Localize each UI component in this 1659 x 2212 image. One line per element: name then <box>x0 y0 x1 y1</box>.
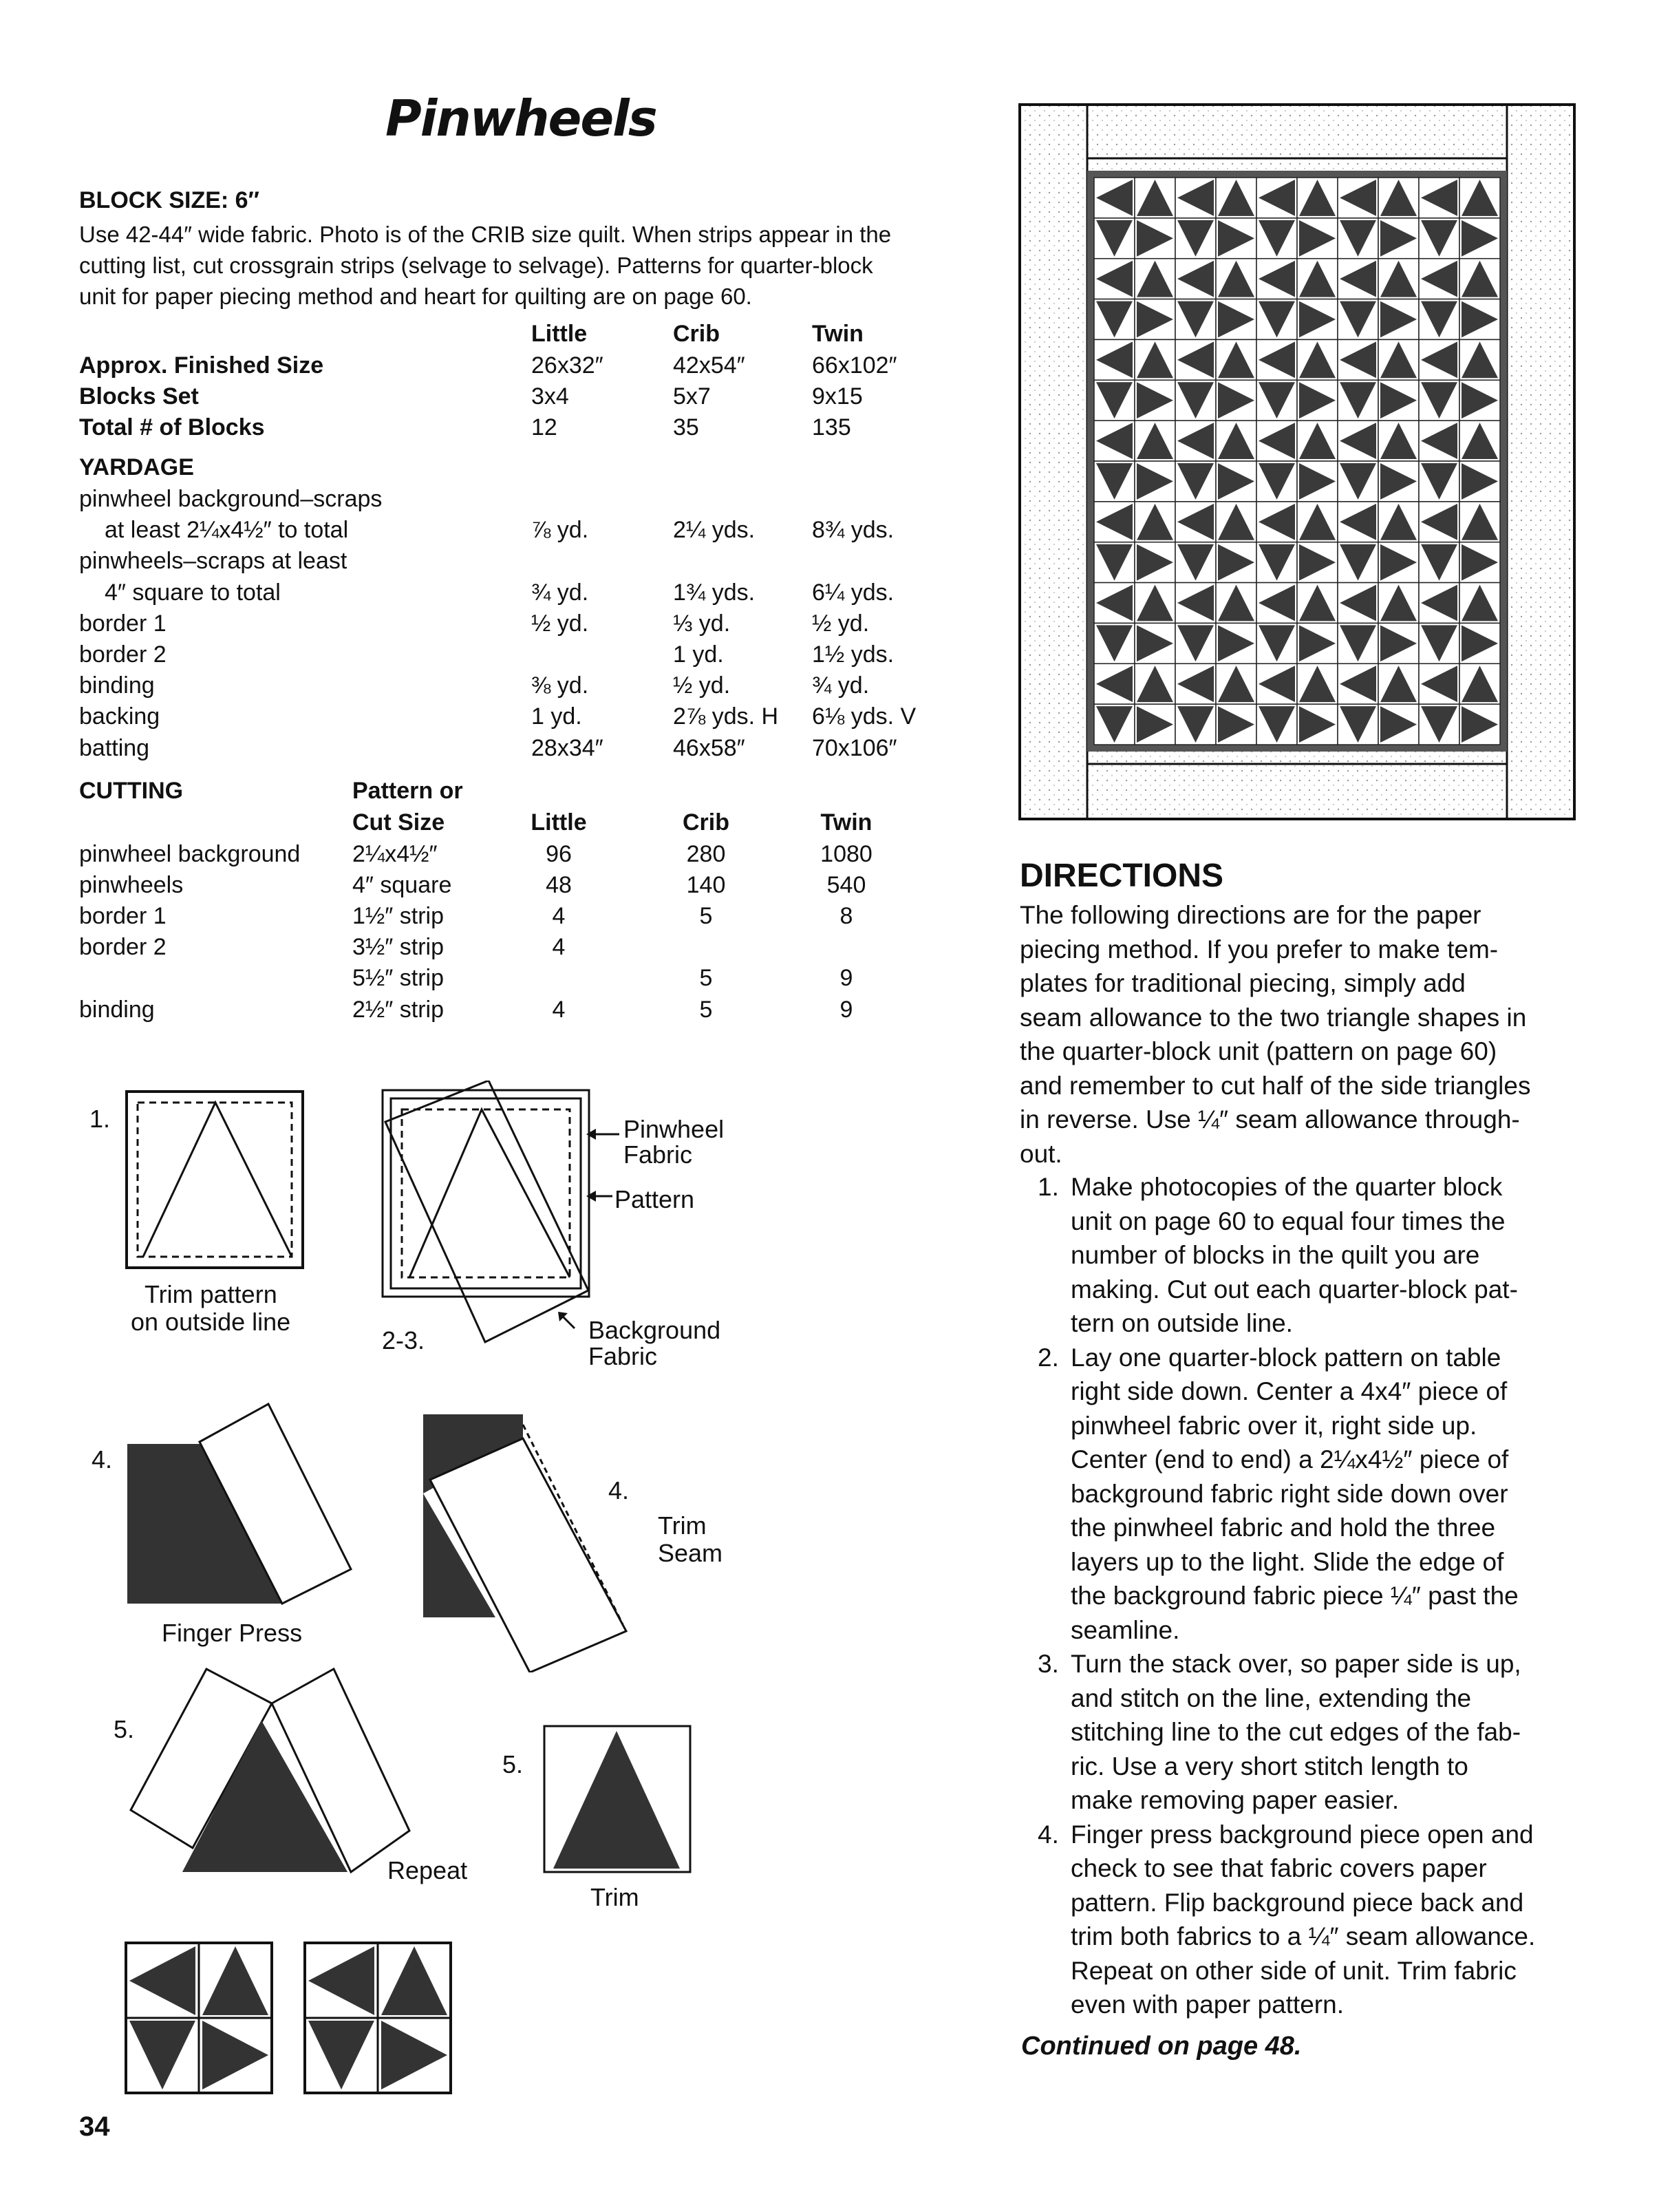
cutting-size: 5½″ strip <box>352 965 444 991</box>
label-trim-seam: Seam <box>658 1539 723 1567</box>
step-line: pinwheel fabric over it, right side up. <box>1071 1411 1477 1440</box>
cutting-header-twin: Twin <box>820 809 873 836</box>
yardage-label: pinwheels–scraps at least <box>79 548 347 574</box>
page-title: Pinwheels <box>385 89 656 147</box>
diagram-step4-finger-press <box>124 1397 365 1610</box>
yardage-twin: 6⅛ yds. V <box>812 703 917 730</box>
yardage-label: 4″ square to total <box>105 579 281 606</box>
diagram-step-number: 4. <box>92 1445 113 1474</box>
cutting-label: pinwheel background <box>79 841 301 867</box>
label-trim: Trim <box>590 1883 639 1911</box>
cutting-crib: 280 <box>686 841 726 867</box>
cutting-crib: 5 <box>699 965 713 991</box>
label-pinwheel-fabric: Fabric <box>623 1140 693 1169</box>
step-line: unit on page 60 to equal four times the <box>1071 1206 1506 1235</box>
cutting-little: 4 <box>552 934 566 960</box>
size-row-crib: 5x7 <box>673 383 711 410</box>
yardage-twin: 1½ yds. <box>812 641 895 668</box>
directions-steps <box>1038 1170 1643 2022</box>
step-number: 2. <box>1038 1343 1059 1372</box>
size-row-little: 12 <box>531 414 557 440</box>
label-trim-seam: Trim <box>658 1511 707 1540</box>
intro-line: Use 42-44″ wide fabric. Photo is of the CRIB size quilt. When strips appear in the <box>79 222 892 247</box>
cutting-twin: 1080 <box>820 841 873 867</box>
intro-line: cutting list, cut crossgrain strips (selvage to selvage). Patterns for quarter-block <box>79 253 873 278</box>
yardage-twin: 8¾ yds. <box>812 517 895 543</box>
size-row-crib: 35 <box>673 414 699 440</box>
directions-heading: DIRECTIONS <box>1020 858 1224 894</box>
cutting-little: 4 <box>552 903 566 929</box>
diagram-step1 <box>122 1087 308 1273</box>
cutting-crib: 5 <box>699 903 713 929</box>
cutting-twin: 9 <box>839 965 853 991</box>
page-number: 34 <box>79 2112 110 2142</box>
yardage-crib: 1¾ yds. <box>673 579 756 606</box>
step-line: Center (end to end) a 2¼x4½″ piece of <box>1071 1445 1509 1474</box>
step-line: and stitch on the line, extending the <box>1071 1683 1472 1712</box>
size-row-little: 3x4 <box>531 383 569 410</box>
cutting-heading: CUTTING <box>79 778 184 804</box>
cutting-little: 4 <box>552 997 566 1023</box>
step-number: 3. <box>1038 1650 1059 1678</box>
directions-line: and remember to cut half of the side triangles <box>1020 1071 1531 1100</box>
step-line: the background fabric piece ¼″ past the <box>1071 1582 1519 1610</box>
size-row-twin: 9x15 <box>812 383 863 410</box>
diagram-step5-repeat <box>127 1666 423 1879</box>
diagram-step-number: 5. <box>114 1715 135 1743</box>
directions-line: plates for traditional piecing, simply add <box>1020 969 1466 997</box>
intro-line: unit for paper piecing method and heart for quilting are on page 60. <box>79 284 752 309</box>
cutting-pattern-header: Pattern or <box>352 778 463 804</box>
step-line: Repeat on other side of unit. Trim fabric <box>1071 1956 1517 1985</box>
directions-line: piecing method. If you prefer to make tem- <box>1020 935 1499 964</box>
directions-line: The following directions are for the paper <box>1020 901 1481 929</box>
yardage-crib: 2¼ yds. <box>673 517 756 543</box>
yardage-twin: 6¼ yds. <box>812 579 895 606</box>
step-line: Finger press background piece open and <box>1071 1820 1534 1849</box>
size-row-little: 26x32″ <box>531 352 603 379</box>
yardage-crib: 1 yd. <box>673 641 724 668</box>
cutting-label: border 2 <box>79 934 167 960</box>
cutting-header-crib: Crib <box>683 809 729 836</box>
step-line: tern on outside line. <box>1071 1309 1293 1337</box>
size-header-little: Little <box>531 321 588 347</box>
diagram-step5-trim <box>542 1724 694 1877</box>
cutting-crib: 140 <box>686 872 726 898</box>
label-background-fabric: Background <box>588 1316 721 1344</box>
label-repeat: Repeat <box>387 1856 468 1884</box>
cutting-little: 96 <box>546 841 572 867</box>
step-line: make removing paper easier. <box>1071 1786 1400 1814</box>
step-line: pattern. Flip background piece back and <box>1071 1888 1524 1917</box>
pinwheel-block-diagram-2 <box>303 1941 454 2096</box>
yardage-label: binding <box>79 672 155 699</box>
step-line: making. Cut out each quarter-block pat- <box>1071 1275 1518 1304</box>
arrow-icon <box>585 1115 626 1266</box>
step-line: Make photocopies of the quarter block <box>1071 1173 1503 1201</box>
yardage-twin: 70x106″ <box>812 735 897 761</box>
step-line: number of blocks in the quilt you are <box>1071 1241 1480 1269</box>
yardage-label: border 1 <box>79 610 167 637</box>
cutting-size: 2¼x4½″ <box>352 841 438 867</box>
block-size: BLOCK SIZE: 6″ <box>79 187 259 213</box>
yardage-little: ½ yd. <box>531 610 589 637</box>
yardage-crib: ⅓ yd. <box>673 610 731 637</box>
cutting-pattern-header: Cut Size <box>352 809 445 836</box>
step-number: 1. <box>1038 1173 1059 1201</box>
yardage-twin: ¾ yd. <box>812 672 870 699</box>
step-line: stitching line to the cut edges of the fab- <box>1071 1718 1521 1746</box>
cutting-label: pinwheels <box>79 872 184 898</box>
label-finger-press: Finger Press <box>162 1619 303 1647</box>
quilt-illustration <box>1018 103 1576 820</box>
step-number: 4. <box>1038 1820 1059 1849</box>
yardage-little: 1 yd. <box>531 703 582 730</box>
size-header-twin: Twin <box>812 321 864 347</box>
yardage-little: 28x34″ <box>531 735 603 761</box>
size-row-label: Approx. Finished Size <box>79 352 324 379</box>
size-row-crib: 42x54″ <box>673 352 745 379</box>
diagram-step-number: 1. <box>89 1105 111 1133</box>
yardage-label: backing <box>79 703 160 730</box>
intro-paragraph <box>79 219 960 312</box>
step-line: Lay one quarter-block pattern on table <box>1071 1343 1501 1372</box>
directions-intro <box>1020 898 1625 1171</box>
diagram-step-number: 5. <box>502 1750 524 1778</box>
pinwheel-block-diagram <box>124 1941 275 2096</box>
step-line: layers up to the light. Slide the edge of <box>1071 1547 1504 1576</box>
yardage-twin: ½ yd. <box>812 610 870 637</box>
cutting-size: 1½″ strip <box>352 903 444 929</box>
yardage-little: ⅜ yd. <box>531 672 589 699</box>
step-line: the pinwheel fabric and hold the three <box>1071 1513 1496 1542</box>
yardage-label: at least 2¼x4½″ to total <box>105 517 349 543</box>
label-background-fabric: Fabric <box>588 1342 658 1370</box>
quilt-block-grid <box>1094 178 1500 745</box>
size-row-twin: 66x102″ <box>812 352 897 379</box>
label-pinwheel-fabric: Pinwheel <box>623 1115 725 1143</box>
cutting-label: border 1 <box>79 903 167 929</box>
yardage-little: ¾ yd. <box>531 579 589 606</box>
directions-line: the quarter-block unit (pattern on page 60) <box>1020 1037 1497 1065</box>
diagram-caption: on outside line <box>131 1308 291 1336</box>
step-line: Turn the stack over, so paper side is up, <box>1071 1650 1521 1678</box>
yardage-crib: 2⅞ yds. H <box>673 703 779 730</box>
directions-line: seam allowance to the two triangle shapes in <box>1020 1003 1527 1032</box>
cutting-size: 2½″ strip <box>352 997 444 1023</box>
cutting-twin: 8 <box>839 903 853 929</box>
size-row-twin: 135 <box>812 414 851 440</box>
diagram-step-number: 2-3. <box>382 1326 425 1354</box>
yardage-crib: ½ yd. <box>673 672 731 699</box>
arrow-icon <box>554 1308 581 1335</box>
cutting-size: 4″ square <box>352 872 452 898</box>
cutting-label: binding <box>79 997 155 1023</box>
cutting-little: 48 <box>546 872 572 898</box>
step-line: right side down. Center a 4x4″ piece of <box>1071 1377 1508 1405</box>
cutting-size: 3½″ strip <box>352 934 444 960</box>
step-line: background fabric right side down over <box>1071 1479 1508 1508</box>
step-line: even with paper pattern. <box>1071 1990 1344 2019</box>
label-pattern: Pattern <box>614 1185 695 1213</box>
size-header-crib: Crib <box>673 321 720 347</box>
yardage-label: pinwheel background–scraps <box>79 486 383 512</box>
cutting-crib: 5 <box>699 997 713 1023</box>
directions-line: in reverse. Use ¼″ seam allowance through- <box>1020 1105 1520 1134</box>
yardage-label: batting <box>79 735 150 761</box>
cutting-twin: 9 <box>839 997 853 1023</box>
cutting-header-little: Little <box>531 809 587 836</box>
step-line: seamline. <box>1071 1615 1180 1644</box>
diagram-step4-trim-seam <box>420 1411 640 1672</box>
cutting-twin: 540 <box>826 872 866 898</box>
yardage-label: border 2 <box>79 641 167 668</box>
step-line: trim both fabrics to a ¼″ seam allowance. <box>1071 1922 1536 1950</box>
directions-line: out. <box>1020 1139 1062 1168</box>
step-line: check to see that fabric covers paper <box>1071 1854 1487 1882</box>
size-row-label: Blocks Set <box>79 383 199 410</box>
size-row-label: Total # of Blocks <box>79 414 265 440</box>
diagram-step-number: 4. <box>608 1476 630 1504</box>
yardage-crib: 46x58″ <box>673 735 745 761</box>
step-line: ric. Use a very short stitch length to <box>1071 1752 1468 1780</box>
yardage-heading: YARDAGE <box>79 454 194 480</box>
diagram-caption: Trim pattern <box>145 1280 277 1308</box>
continued-note: Continued on page 48. <box>1021 2032 1302 2061</box>
yardage-little: ⅞ yd. <box>531 517 589 543</box>
